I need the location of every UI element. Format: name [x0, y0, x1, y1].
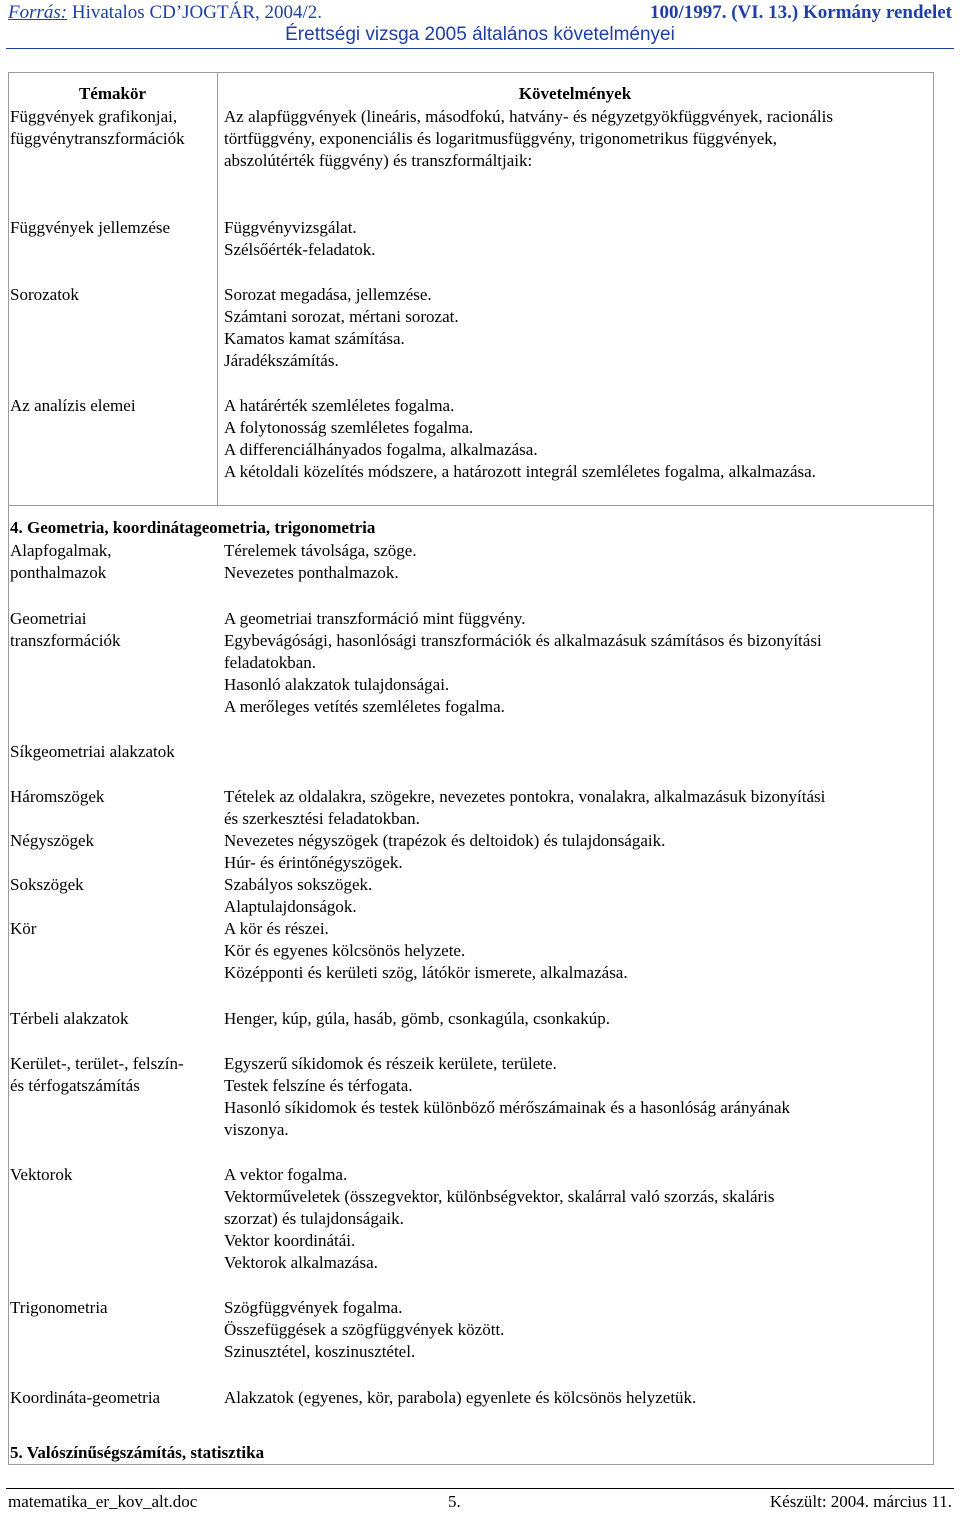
topic-cell [10, 395, 136, 417]
requirement-line: Vektorok alkalmazása. [224, 1253, 378, 1272]
topic-cell [10, 106, 185, 150]
topic-line: Vektorok [10, 1165, 73, 1184]
topic-line: Sokszögek [10, 875, 84, 894]
source-label: Forrás: [8, 2, 68, 23]
requirement-line: Nevezetes ponthalmazok. [224, 563, 399, 582]
topic-cell [10, 1008, 128, 1030]
requirement-line: Hasonló alakzatok tulajdonságai. [224, 675, 450, 694]
requirement-cell [224, 830, 665, 874]
requirement-line: Húr- és érintőnégyszögek. [224, 853, 403, 872]
topic-line: Függvények jellemzése [10, 218, 171, 237]
column-divider [217, 73, 218, 505]
topic-cell [10, 786, 104, 808]
requirement-line: A geometriai transzformáció mint függvény. [224, 609, 526, 628]
requirement-line: Testek felszíne és térfogata. [224, 1076, 413, 1095]
topic-cell [10, 217, 170, 239]
source-text: Hivatalos CD’JOGTÁR, 2004/2. [71, 2, 323, 23]
requirement-cell [224, 217, 376, 261]
topic-line: Négyszögek [10, 831, 95, 850]
requirement-line: Alakzatok (egyenes, kör, parabola) egyenlete és kölcsönös helyzetük. [224, 1388, 697, 1407]
requirement-line: Szinusztétel, koszinusztétel. [224, 1342, 416, 1361]
topic-line: Függvények grafikonjai, [10, 107, 178, 126]
requirement-line: A differenciálhányados fogalma, alkalmazása. [224, 440, 538, 459]
requirement-line: Szabályos sokszögek. [224, 875, 373, 894]
requirement-line: Henger, kúp, gúla, hasáb, gömb, csonkagúla, csonkakúp. [224, 1009, 610, 1028]
topic-line: Geometriai [10, 609, 87, 628]
requirement-line: A merőleges vetítés szemléletes fogalma. [224, 697, 505, 716]
topic-line: Alapfogalmak, [10, 541, 112, 560]
topic-line: Térbeli alakzatok [10, 1009, 129, 1028]
requirement-line: A folytonosság szemléletes fogalma. [224, 418, 474, 437]
requirement-cell [224, 608, 822, 718]
page-header [0, 0, 960, 50]
requirement-line: Alaptulajdonságok. [224, 897, 357, 916]
requirement-line: abszolútérték függvény) és transzformáltjaik: [224, 151, 533, 170]
topic-cell [10, 1164, 72, 1186]
footer-filename: matematika_er_kov_alt.doc [8, 1492, 198, 1511]
requirement-cell [224, 1053, 790, 1141]
topic-cell [10, 741, 175, 763]
requirement-line: Egybevágósági, hasonlósági transzformációk és alkalmazásuk számításos és bizonyítási [224, 631, 822, 650]
topic-cell [10, 1297, 108, 1319]
requirement-line: Sorozat megadása, jellemzése. [224, 285, 432, 304]
requirement-line: Középponti és kerületi szög, látókör ismerete, alkalmazása. [224, 963, 628, 982]
topic-cell [10, 284, 79, 306]
requirement-cell [224, 918, 628, 984]
requirement-line: Vektor koordinátái. [224, 1231, 356, 1250]
topic-cell [10, 918, 36, 940]
requirement-line: Vektorműveletek (összegvektor, különbségvektor, skalárral való szorzás, skaláris [224, 1187, 775, 1206]
section5-title: 5. Valószínűségszámítás, statisztika [10, 1443, 265, 1462]
topic-line: Kör [10, 919, 37, 938]
requirement-cell [224, 1297, 504, 1363]
requirement-line: Szélsőérték-feladatok. [224, 240, 376, 259]
footer-divider [6, 1488, 954, 1489]
requirement-line: Összefüggések a szögfüggvények között. [224, 1320, 505, 1339]
decree-number: 100/1997. (VI. 13.) Kormány rendelet [649, 2, 952, 23]
header-divider [6, 48, 954, 49]
requirement-line: Kamatos kamat számítása. [224, 329, 405, 348]
section4-title: 4. Geometria, koordinátageometria, trigonometria [10, 518, 376, 537]
requirement-cell [224, 1008, 610, 1030]
topic-cell [10, 830, 94, 852]
requirement-line: Egyszerű síkidomok és részeik kerülete, területe. [224, 1054, 557, 1073]
requirement-line: Tételek az oldalakra, szögekre, nevezetes pontokra, vonalakra, alkalmazásuk bizonyítási [224, 787, 826, 806]
requirement-cell [224, 395, 816, 483]
source-line [8, 2, 322, 24]
topic-line: és térfogatszámítás [10, 1076, 140, 1095]
requirement-cell [224, 284, 459, 372]
requirement-line: A vektor fogalma. [224, 1165, 348, 1184]
requirement-line: A kör és részei. [224, 919, 329, 938]
topic-line: Háromszögek [10, 787, 105, 806]
topic-line: Koordináta-geometria [10, 1388, 161, 1407]
topic-cell [10, 874, 84, 896]
requirement-cell [224, 1164, 775, 1274]
topic-cell [10, 1387, 160, 1409]
requirement-cell [224, 540, 417, 584]
topic-line: Az analízis elemei [10, 396, 136, 415]
topic-cell [10, 540, 112, 584]
requirement-line: viszonya. [224, 1120, 289, 1139]
requirement-line: A határérték szemléletes fogalma. [224, 396, 455, 415]
topic-line: Kerület-, terület-, felszín- [10, 1054, 184, 1073]
requirement-line: feladatokban. [224, 653, 317, 672]
requirement-line: törtfüggvény, exponenciális és logaritmusfüggvény, trigonometrikus függvények, [224, 129, 778, 148]
col-header-topic: Témakör [78, 84, 147, 103]
footer-date: Készült: 2004. március 11. [769, 1492, 952, 1511]
col-header-requirements: Követelmények [518, 84, 632, 103]
topic-line: transzformációk [10, 631, 121, 650]
requirement-line: Kör és egyenes kölcsönös helyzete. [224, 941, 466, 960]
page-footer [8, 1492, 952, 1514]
topic-line: ponthalmazok [10, 563, 107, 582]
requirement-line: és szerkesztési feladatokban. [224, 809, 420, 828]
topic-line: Síkgeometriai alakzatok [10, 742, 175, 761]
footer-page-number: 5. [448, 1492, 461, 1511]
topic-cell [10, 608, 120, 652]
requirement-line: Nevezetes négyszögek (trapézok és deltoidok) és tulajdonságaik. [224, 831, 666, 850]
requirement-cell [224, 106, 833, 172]
requirement-line: Térelemek távolsága, szöge. [224, 541, 417, 560]
topic-cell [10, 1053, 184, 1097]
topic-line: Sorozatok [10, 285, 79, 304]
requirement-line: Függvényvizsgálat. [224, 218, 357, 237]
requirement-cell [224, 1387, 696, 1409]
topic-line: függvénytranszformációk [10, 129, 185, 148]
requirement-line: A kétoldali közelítés módszere, a határozott integrál szemléletes fogalma, alkalmazása. [224, 462, 816, 481]
requirement-line: Az alapfüggvények (lineáris, másodfokú, hatvány- és négyzetgyökfüggvények, racionális [224, 107, 833, 126]
requirement-line: Járadékszámítás. [224, 351, 339, 370]
requirement-cell [224, 874, 372, 918]
requirement-line: szorzat) és tulajdonságaik. [224, 1209, 404, 1228]
topic-line: Trigonometria [10, 1298, 108, 1317]
requirement-line: Szögfüggvények fogalma. [224, 1298, 403, 1317]
requirement-cell [224, 786, 825, 830]
requirement-line: Számtani sorozat, mértani sorozat. [224, 307, 459, 326]
requirement-line: Hasonló síkidomok és testek különböző mérőszámainak és a hasonlóság arányának [224, 1098, 791, 1117]
document-subtitle: Érettségi vizsga 2005 általános követelményei [285, 24, 675, 45]
